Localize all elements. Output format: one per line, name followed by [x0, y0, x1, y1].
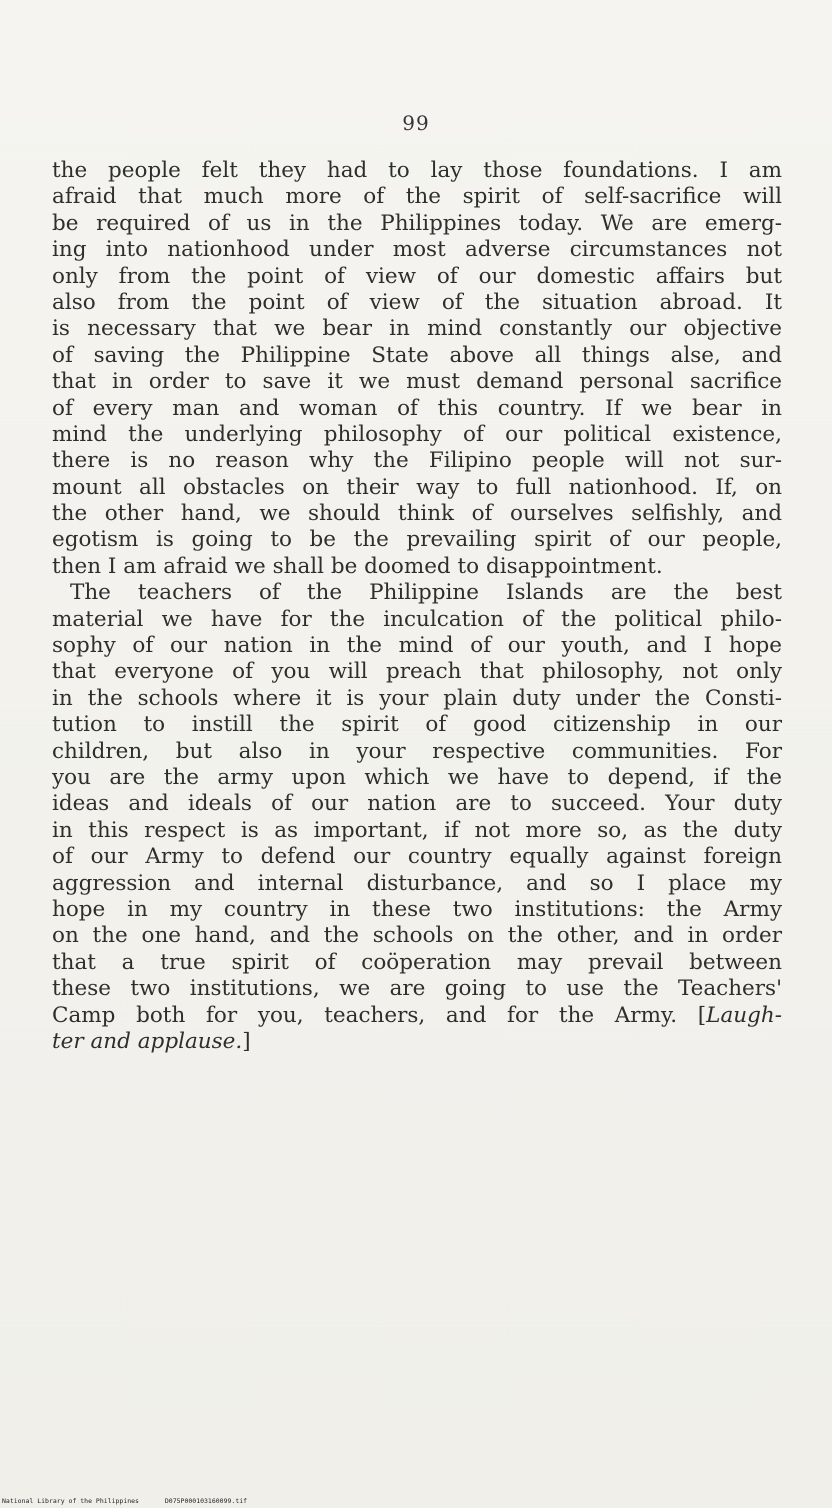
text-line: also from the point of view of the situation abroad. It	[52, 289, 782, 315]
text-line-closing: ter and applause.]	[52, 1028, 251, 1054]
text-line: ideas and ideals of our nation are to succeed. Your duty	[52, 791, 782, 817]
text-line: that a true spirit of coöperation may prevail between	[52, 949, 782, 975]
text-line: of saving the Philippine State above all things alse, and	[52, 342, 782, 368]
text-line: mind the underlying philosophy of our political existence,	[52, 421, 782, 447]
text-line: The teachers of the Philippine Islands are the best	[70, 580, 782, 606]
library-credit: National Library of the Philippines	[2, 1497, 139, 1505]
text-line: sophy of our nation in the mind of our youth, and I hope	[52, 633, 782, 659]
text-line: tution to instill the spirit of good citizenship in our	[52, 712, 782, 738]
paragraph-2	[52, 580, 782, 1055]
text-line: there is no reason why the Filipino people will not sur-	[52, 448, 782, 474]
text-line: material we have for the inculcation of the political philo-	[52, 606, 782, 632]
text-line: that in order to save it we must demand personal sacrifice	[52, 369, 782, 395]
text-line: you are the army upon which we have to depend, if the	[52, 764, 782, 790]
text-line: in the schools where it is your plain duty under the Consti-	[52, 685, 782, 711]
text-line: be required of us in the Philippines today. We are emerg-	[52, 210, 782, 236]
text-line: the people felt they had to lay those foundations. I am	[52, 158, 782, 183]
text-line: these two institutions, we are going to use the Teachers'	[52, 976, 782, 1002]
text-line: ing into nationhood under most adverse circumstances not	[52, 237, 782, 263]
text-line: the other hand, we should think of ourselves selfishly, and	[52, 501, 782, 527]
text-line: of every man and woman of this country. If we bear in	[52, 395, 782, 421]
text-line: Camp both for you, teachers, and for the Army. [Laugh-	[52, 1002, 782, 1028]
text-line: aggression and internal disturbance, and so I place my	[52, 870, 782, 896]
text-line: is necessary that we bear in mind constantly our objective	[52, 316, 782, 342]
text-line: on the one hand, and the schools on the other, and in order	[52, 923, 782, 949]
body-text	[52, 158, 782, 1055]
text-line: hope in my country in these two institutions: the Army	[52, 896, 782, 922]
text-line: of our Army to defend our country equally against foreign	[52, 844, 782, 870]
text-line: egotism is going to be the prevailing spirit of our people,	[52, 527, 782, 553]
text-line: afraid that much more of the spirit of self-sacrifice will	[52, 184, 782, 210]
text-line: then I am afraid we shall be doomed to disappointment.	[52, 553, 663, 579]
text-line: only from the point of view of our domestic affairs but	[52, 263, 782, 289]
text-line: in this respect is as important, if not more so, as the duty	[52, 817, 782, 843]
text-line: mount all obstacles on their way to full nationhood. If, on	[52, 474, 782, 500]
text-line: that everyone of you will preach that philosophy, not only	[52, 659, 782, 685]
paragraph-1	[52, 158, 782, 580]
scan-footer	[2, 1497, 269, 1505]
file-id: D075P000103160099.tif	[164, 1497, 248, 1505]
text-line: children, but also in your respective communities. For	[52, 738, 782, 764]
page-number: 99	[402, 111, 430, 135]
